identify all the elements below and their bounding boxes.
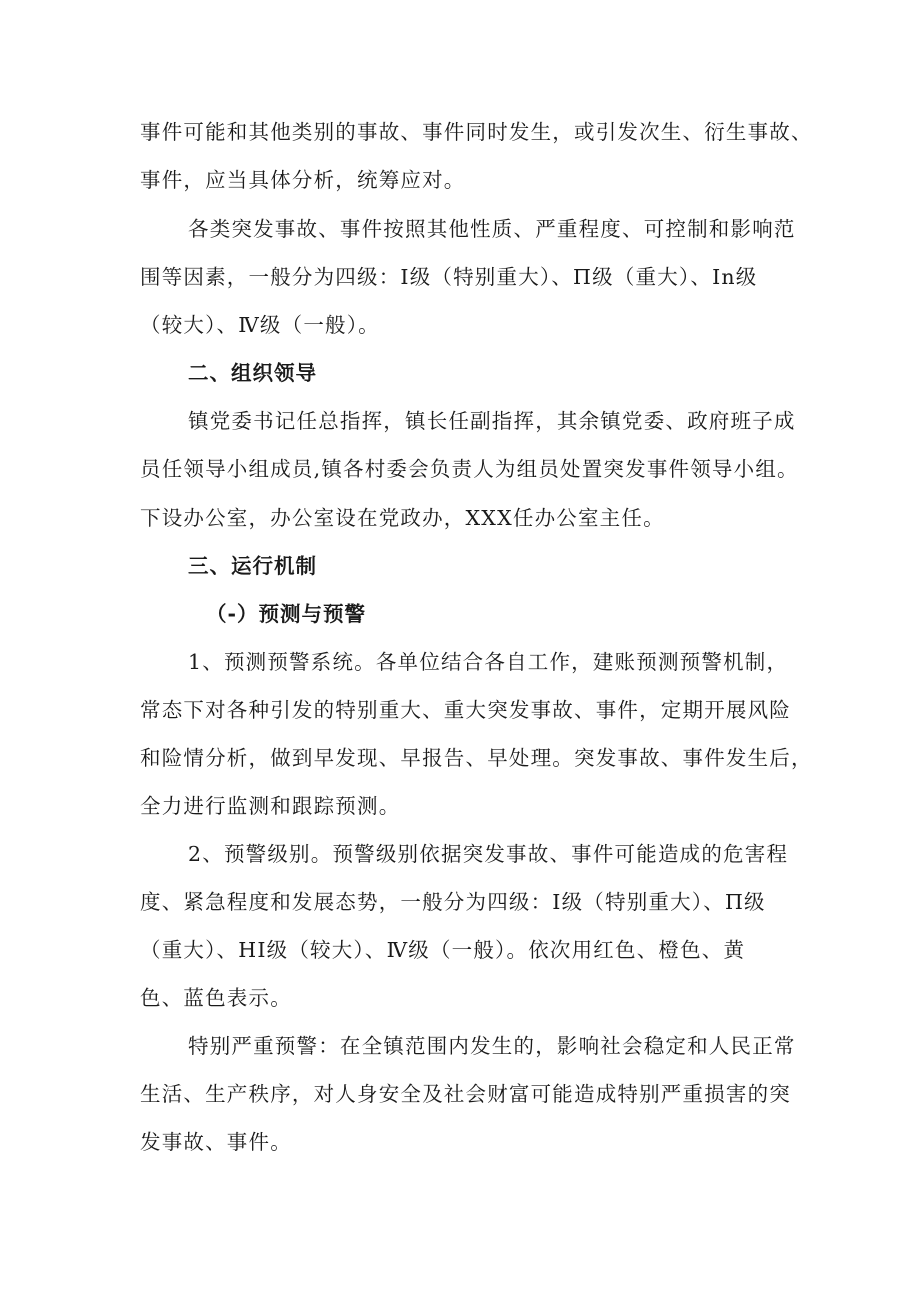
- paragraph-line: 生活、生产秩序，对人身安全及社会财富可能造成特别严重损害的突: [140, 1082, 791, 1106]
- paragraph-line: 围等因素，一般分为四级：Ⅰ级（特别重大）、Π级（重大）、In级: [140, 265, 758, 289]
- paragraph-line: 镇党委书记任总指挥，镇长任副指挥，其余镇党委、政府班子成: [188, 409, 796, 433]
- paragraph-line: 全力进行监测和跟踪预测。: [140, 794, 401, 818]
- paragraph-line: 常态下对各种引发的特别重大、重大突发事故、事件，定期开展风险: [140, 698, 791, 722]
- paragraph-line: （较大）、Ⅳ级（一般）。: [140, 313, 380, 337]
- paragraph-line: 2、预警级别。预警级别依据突发事故、事件可能造成的危害程: [188, 842, 789, 866]
- paragraph-line: 度、紧急程度和发展态势，一般分为四级：Ⅰ级（特别重大）、Π级: [140, 890, 766, 914]
- paragraph-line: 各类突发事故、事件按照其他性质、严重程度、可控制和影响范: [188, 217, 796, 241]
- subsection-heading: （-）预测与预警: [206, 602, 367, 626]
- paragraph-line: 1、预测预警系统。各单位结合各自工作，建账预测预警机制，: [188, 650, 789, 674]
- paragraph-line: 下设办公室，办公室设在党政办，XXX任办公室主任。: [140, 506, 665, 530]
- paragraph-line: 发事故、事件。: [140, 1130, 292, 1154]
- section-heading: 二、组织领导: [188, 361, 317, 385]
- paragraph-line: 色、蓝色表示。: [140, 986, 292, 1010]
- paragraph-line: （重大）、HI级（较大）、Ⅳ级（一般）。依次用红色、橙色、黄: [140, 938, 746, 962]
- paragraph-line: 事件可能和其他类别的事故、事件同时发生，或引发次生、衍生事故、: [140, 120, 813, 144]
- paragraph-line: 事件，应当具体分析，统筹应对。: [140, 168, 466, 192]
- section-heading: 三、运行机制: [188, 554, 317, 578]
- paragraph-line: 特别严重预警：在全镇范围内发生的，影响社会稳定和人民正常: [188, 1034, 796, 1058]
- paragraph-line: 和险情分析，做到早发现、早报告、早处理。突发事故、事件发生后，: [140, 746, 813, 770]
- paragraph-line: 员任领导小组成员,镇各村委会负责人为组员处置突发事件领导小组。: [140, 457, 799, 481]
